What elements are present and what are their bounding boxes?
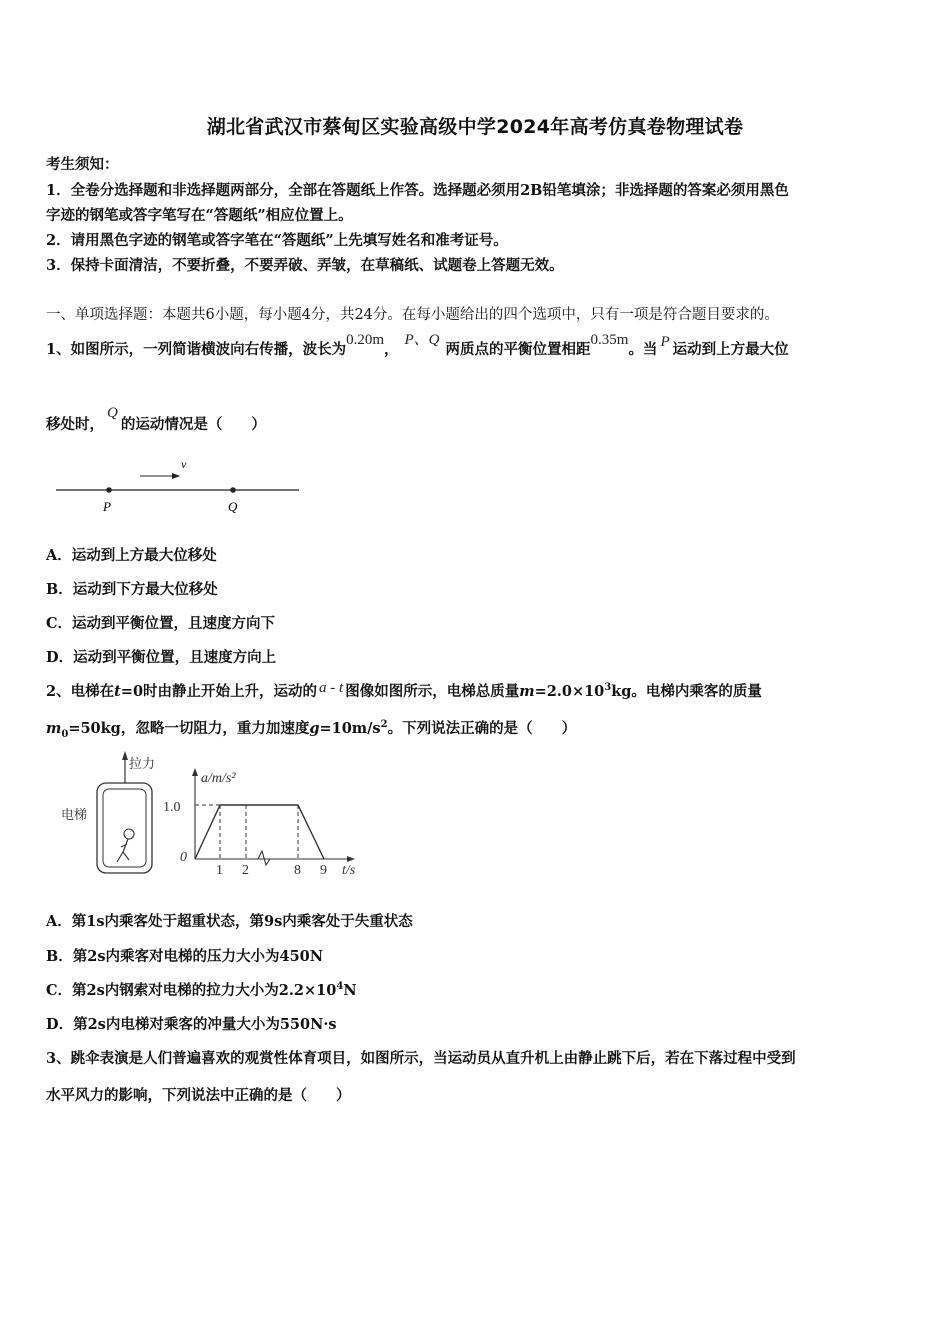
option-a: A．运动到上方最大位移处 [46,547,217,564]
option-a: A．第1s内乘客处于超重状态，第9s内乘客处于失重状态 [46,913,413,930]
q1-math: 0.35m [590,332,629,348]
notice-item: 2．请用黑色字迹的钢笔或答字笔在“答题纸”上先填写姓名和准考证号。 [46,232,508,249]
elevator-figure [55,748,375,878]
option-d: D．运动到平衡位置，且速度方向上 [46,649,277,666]
q1-math: 0.20m [346,332,385,348]
q1-text: 1、如图所示，一列简谐横波向右传播，波长为 [46,341,347,358]
velocity-label: v [181,457,187,471]
q2-text: 图像如图所示，电梯总质量 [345,683,520,700]
q2-text: =50kg，忽略一切阻力，重力加速度 [68,720,310,737]
q2-text: =2.0×10 [534,683,605,700]
point-q-label: Q [228,499,238,514]
question-2-line-1 [46,680,762,701]
x-tick: 2 [242,863,249,878]
notice-item: 1．全卷分选择题和非选择题两部分，全部在答题纸上作答。选择题必须用2B铅笔填涂；非选择题的答案必须用黑色 [46,182,789,199]
notice-heading: 考生须知： [46,156,119,173]
q2-math: t [114,683,121,700]
option-c: C．运动到平衡位置，且速度方向下 [46,615,276,632]
q1-text: 两质点的平衡位置相距 [445,341,591,358]
q2-text: =0时由静止开始上升，运动的 [120,683,318,700]
y-axis-label: a/m/s² [201,771,236,786]
q2-math: g [309,720,320,737]
section-heading: 一、单项选择题：本题共6小题，每小题4分，共24分。在每小题给出的四个选项中，只有一项是符合题目要求的。 [46,307,779,323]
q2-text: 2、电梯在 [46,683,115,700]
question-1-line-1 [46,332,789,359]
q2-math: m [519,683,535,700]
option-b: B．运动到下方最大位移处 [46,581,218,598]
q1-text: 。当 [628,341,658,358]
x-tick: 8 [294,863,301,878]
notice-item: 3．保持卡面清洁，不要折叠，不要弄破、弄皱，在草稿纸、试题卷上答题无效。 [46,257,564,274]
x-axis-label: t/s [342,863,356,878]
question-2-line-2 [46,717,576,740]
wave-figure [50,455,310,520]
q2-text: 。下列说法正确的是（ ） [387,720,577,737]
q2-math: m [46,720,62,737]
q2-sup: 2 [380,719,388,731]
x-tick: 9 [320,863,327,878]
q1-math: Q [107,405,118,421]
x-tick: 1 [216,863,223,878]
q1-text: ， [384,341,399,358]
option-b: B．第2s内乘客对电梯的压力大小为450N [46,948,324,965]
q1-math: P [660,334,670,350]
q2-sup: 3 [604,682,612,694]
q2-math: a - t [319,680,344,696]
question-1-line-2 [46,405,266,434]
origin-label: 0 [180,850,187,865]
force-label: 拉力 [129,756,156,771]
elevator-label: 电梯 [61,807,88,822]
point-p-label: P [103,499,111,514]
option-text: N [343,982,357,999]
page-title: 湖北省武汉市蔡甸区实验高级中学2024年高考仿真卷物理试卷 [206,116,744,138]
option-d: D．第2s内电梯对乘客的冲量大小为550N·s [46,1016,337,1033]
y-tick: 1.0 [163,800,181,815]
notice-item: 字迹的钢笔或答字笔写在“答题纸”相应位置上。 [46,207,353,224]
question-3-line-1: 3、跳伞表演是人们普遍喜欢的观赏性体育项目，如图所示，当运动员从直升机上由静止跳下后，若在下落过程中受到 [46,1050,796,1067]
q2-sub: 0 [61,728,69,740]
q1-math: P、Q [404,332,440,348]
q1-text: 运动到上方最大位 [672,341,789,358]
q1-text: 的运动情况是（ ） [120,416,266,433]
option-sup: 4 [336,981,344,993]
question-3-line-2: 水平风力的影响，下列说法中正确的是（ ） [46,1087,351,1104]
q1-text: 移处时， [46,416,104,433]
option-c [46,979,357,1000]
q2-text: =10m/s [319,720,381,737]
q2-text: kg。电梯内乘客的质量 [611,683,762,700]
option-text: C．第2s内钢索对电梯的拉力大小为2.2×10 [46,982,337,999]
